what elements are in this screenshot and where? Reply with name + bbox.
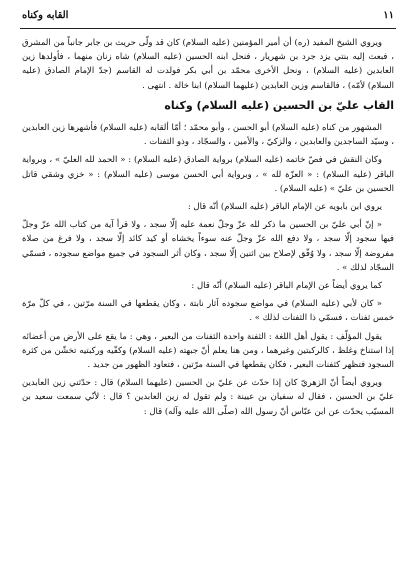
paragraph: ويروي الشيخ المفيد (ره) أن أمير المؤمنين (عليه السلام) كان قد ولّى حريث بن جابر جانباً من المشرق ، فبعث إليه بنتي يزد جرد بن شهريار ، فنحل ابنه الحسين (عليه السلام) شاه زنان منهما ، فأولدها زين العابدين (عليه السلام) ، ونحل الأخرى محمّد بن أبي بكر فولدت له القاسم (جدّ الإمام الصادق (عليه السلام) لأمّه) ، فالقاسم وزين العابدين (عليهما السلام) ابنا خالة . انتهى .: [22, 38, 394, 91]
running-title: القابه وكناه: [22, 10, 69, 21]
page-header: [20, 10, 396, 26]
page-body: [22, 36, 394, 423]
paragraph: كما يروي أيضاً عن الإمام الباقر (عليه السلام) أنّه قال :: [191, 281, 382, 292]
paragraph: يروي ابن بابويه عن الإمام الباقر (عليه السلام) أنّه قال :: [187, 202, 382, 213]
quote-paragraph: « إنّ أبي عليّ بن الحسين ما ذكر لله عزّ وجلّ نعمة عليه إلّا سجد ، ولا قرأ آية من كتاب الله عزّ وجلّ فيها سجود إلّا سجد ، ولا دفع الله عزّ وجلّ عنه سوءاً يخشاه أو كيد كائد إلّا سجد ، ولا فرغ من صلاة مفروضة إلّا سجد ، ولا وُفّق لإصلاح بين اثنين إلّا سجد ، وكان أثر السجود في جميع مواضع سجوده ، فسمّي السجّاد لذلك » .: [22, 220, 394, 273]
section-title: القاب عليّ بن الحسين (عليه السلام) وكناه: [164, 98, 394, 112]
paragraph: المشهور من كناه (عليه السلام) أبو الحسن ، وأبو محمّد ؛ أمّا ألقابه (عليه السلام) فأشهرها زين العابدين ، وسيّد الساجدين والعابدين ، والزكيّ ، والأمين ، والسجّاد ، وذو الثفنات .: [22, 123, 394, 148]
paragraph: يقول المؤلّف : يقول أهل اللغة : الثفنة واحدة الثفنات من البعير ، وهي : ما يقع على الأرض من أعضائه إذا استناخ وغلظ ، كالركبتين وغيرهما ، ومن هنا يعلم أنّ جبهته (عليه السلام) وكفّيه وركبتيه تخشّن من كثرة السجود فتظهر كثفنات البعير ، فكان يقطعها في السنة مرّتين ، فتعاود الظهور من جديد .: [22, 331, 394, 371]
page-number: ١١: [383, 10, 394, 21]
paragraph: ويروي أيضاً أنّ الزهريّ كان إذا حدّث عن عليّ بن الحسين (عليهما السلام) قال : حدّثني زين العابدين عليّ بن الحسين ، فقال له سفيان بن عيينة : ولم تقول له زين العابدين ؟ قال : لأنّي سمعت سعيد بن المسيّب يحدّث عن ابن عبّاس أنّ رسول الله (صلّى الله عليه وآله) قال :: [22, 378, 394, 417]
quote-paragraph: « كان لأبي (عليه السلام) في مواضع سجوده آثار نابتة ، وكان يقطعها في السنة مرّتين ، في كلّ مرّة خمس ثفنات ، فسمّي ذا الثفنات لذلك » .: [22, 299, 394, 324]
paragraph: وكان النقش في فصّ خاتمه (عليه السلام) برواية الصادق (عليه السلام) : « الحمد لله العليّ » ، وبرواية الباقر (عليه السلام) : « العزّة لله » ، وبرواية أبي الحسن موسى (عليه السلام) : « خزي وشقي قاتل الحسين بن عليّ » (عليه السلام) .: [22, 155, 394, 194]
header-divider: [20, 28, 396, 29]
